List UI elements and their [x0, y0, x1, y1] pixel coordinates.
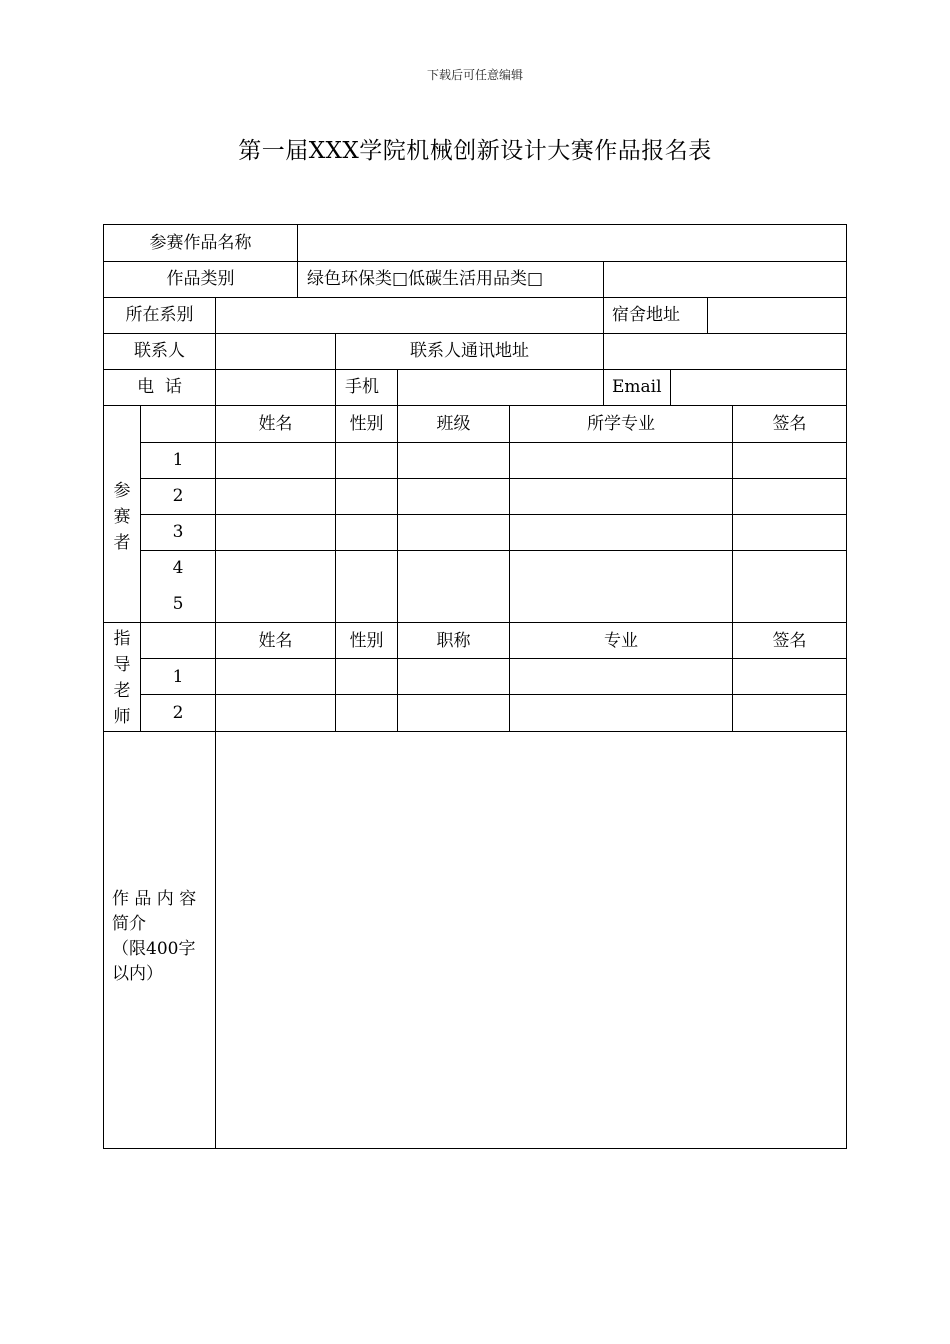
page-title: 第一届XXX学院机械创新设计大赛作品报名表	[238, 138, 712, 164]
row-divider	[140, 478, 846, 479]
advisor-row-number: 1	[172, 667, 184, 687]
participant-col-gender: 性别	[349, 414, 384, 434]
participant-col-class: 班级	[436, 414, 471, 434]
intro-label-line: 作 品 内 容	[112, 889, 197, 909]
row-divider	[140, 550, 846, 551]
category-options[interactable]: 绿色环保类□低碳生活用品类□	[307, 269, 544, 289]
email-field[interactable]	[671, 369, 846, 405]
contact-field[interactable]	[216, 333, 335, 369]
advisor-col-signature: 签名	[772, 631, 807, 651]
participant-row-number: 4	[172, 558, 184, 578]
row-divider	[140, 514, 846, 515]
advisors-group-label: 指导老师	[113, 629, 131, 727]
department-label: 所在系别	[125, 305, 194, 325]
work-name-field[interactable]	[298, 225, 846, 261]
participant-row-number: 3	[172, 522, 184, 542]
col-divider	[297, 261, 298, 297]
email-label: Email	[612, 377, 662, 397]
registration-form	[103, 224, 847, 1149]
row-divider	[140, 442, 846, 443]
department-field[interactable]	[216, 297, 603, 333]
col-divider	[509, 405, 510, 731]
category-extra-field[interactable]	[604, 261, 846, 297]
col-divider	[732, 405, 733, 731]
phone-field[interactable]	[216, 369, 335, 405]
col-divider	[397, 405, 398, 731]
dorm-label: 宿舍地址	[612, 305, 680, 325]
dorm-field[interactable]	[708, 297, 846, 333]
participant-row-number: 1	[172, 450, 184, 470]
col-divider	[335, 405, 336, 731]
advisor-row-number: 2	[172, 703, 184, 723]
contact-address-field[interactable]	[604, 333, 846, 369]
advisor-col-name: 姓名	[258, 631, 293, 651]
intro-label-line: 简介	[112, 914, 146, 934]
participant-col-major: 所学专业	[587, 414, 655, 434]
participants-group-label: 参赛者	[113, 481, 131, 553]
row-divider	[140, 694, 846, 695]
phone-label: 电 话	[137, 377, 182, 397]
participant-col-name: 姓名	[258, 414, 293, 434]
header-note: 下载后可任意编辑	[426, 68, 523, 82]
participant-row-number: 2	[172, 486, 184, 506]
advisor-col-gender: 性别	[349, 631, 384, 651]
contact-label: 联系人	[134, 341, 185, 361]
participant-row-number: 5	[172, 594, 184, 614]
intro-label-line: （限400字	[112, 939, 196, 959]
contact-address-label: 联系人通讯地址	[410, 341, 529, 361]
intro-label	[112, 887, 212, 987]
advisor-col-major: 专业	[604, 631, 638, 651]
advisor-col-title: 职称	[436, 631, 471, 651]
intro-label-line: 以内）	[112, 964, 163, 984]
intro-field[interactable]	[216, 732, 846, 1148]
mobile-field[interactable]	[398, 369, 603, 405]
mobile-label: 手机	[345, 377, 379, 397]
participant-col-signature: 签名	[772, 414, 807, 434]
work-name-label: 参赛作品名称	[149, 233, 252, 253]
category-label: 作品类别	[166, 269, 235, 289]
